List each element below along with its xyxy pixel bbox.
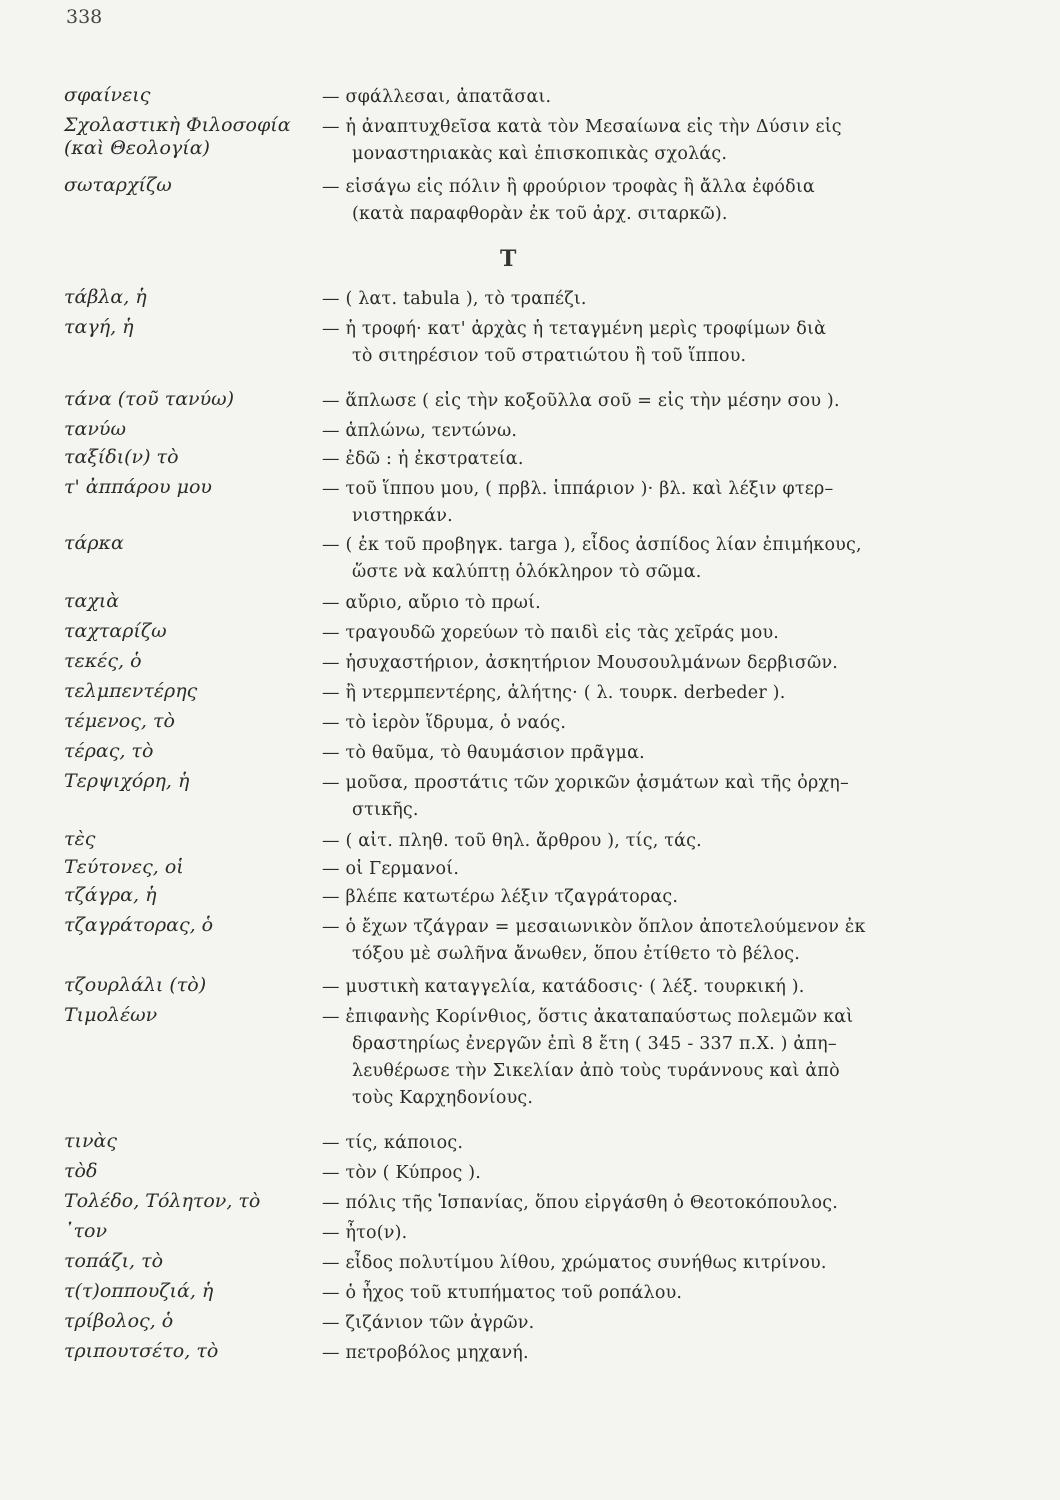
entry-term: ταχιὰ: [64, 590, 120, 612]
entry-term: ταγή, ἡ: [64, 316, 134, 338]
entry-term: Τιμολέων: [64, 1004, 158, 1026]
entry-term: τελμπεντέρης: [64, 680, 198, 702]
entry-definition: [322, 914, 962, 968]
entry-definition: [322, 84, 962, 111]
entry-definition: [322, 590, 962, 617]
definition-line: — ἅπλωσε ( εἰς τὴν κοξοῦλλα σοῦ = εἰς τὴν μέσην σου ).: [322, 391, 840, 411]
entry-term: τέρας, τὸ: [64, 740, 154, 762]
entry-definition: [322, 1340, 962, 1367]
entry-definition: [322, 710, 962, 737]
entry-term: τζάγρα, ἡ: [64, 884, 157, 906]
entry-term: σωταρχίζω: [64, 174, 172, 196]
entry-term: Τεύτονες, οἱ: [64, 856, 184, 878]
definition-line: — ἡσυχαστήριον, ἀσκητήριον Μουσουλμάνων δερβισῶν.: [322, 653, 839, 673]
definition-line: — τὸν ( Κύπρος ).: [322, 1163, 482, 1183]
entry-definition: [322, 1190, 962, 1217]
definition-line: μοναστηριακὰς καὶ ἐπισκοπικὰς σχολάς.: [352, 144, 728, 164]
definition-line: λευθέρωσε τὴν Σικελίαν ἀπὸ τοὺς τυράννους καὶ ἀπὸ: [352, 1061, 840, 1081]
entry-definition: [322, 388, 962, 415]
entry-definition: [322, 1310, 962, 1337]
definition-line: — τὸ θαῦμα, τὸ θαυμάσιον πρᾶγμα.: [322, 743, 645, 763]
entry-term: Τερψιχόρη, ἡ: [64, 770, 190, 792]
definition-line: — μυστικὴ καταγγελία, κατάδοσις· ( λέξ. τουρκική ).: [322, 977, 805, 997]
definition-line: νιστηρκάν.: [352, 506, 453, 526]
definition-line: στικῆς.: [352, 800, 419, 820]
entry-term: τοπάζι, τὸ: [64, 1250, 164, 1272]
entry-definition: [322, 114, 962, 168]
entry-definition: [322, 174, 962, 228]
definition-line: — ἐπιφανὴς Κορίνθιος, ὅστις ἀκαταπαύστως πολεμῶν καὶ: [322, 1007, 854, 1027]
entry-term: τάβλα, ἡ: [64, 286, 147, 308]
entry-term: τάνα (τοῦ τανύω): [64, 388, 235, 410]
entry-definition: [322, 740, 962, 767]
entry-term: ταχταρίζω: [64, 620, 167, 642]
entry-term: ταξίδι(ν) τὸ: [64, 446, 179, 468]
definition-line: — εἰσάγω εἰς πόλιν ἢ φρούριον τροφὰς ἢ ἄλλα ἐφόδια: [322, 177, 815, 197]
page-number: 338: [66, 6, 103, 28]
definition-line: — ὁ ἦχος τοῦ κτυπήματος τοῦ ροπάλου.: [322, 1283, 683, 1303]
definition-line: — ἐδῶ : ἡ ἐκστρατεία.: [322, 449, 524, 469]
definition-line: — ( ἐκ τοῦ προβηγκ. targa ), εἶδος ἀσπίδος λίαν ἐπιμήκους,: [322, 535, 862, 555]
entry-term: τέμενος, τὸ: [64, 710, 175, 732]
entry-definition: [322, 1130, 962, 1157]
entry-term: τανύω: [64, 418, 126, 440]
entry-term: τ' ἀππάρου μου: [64, 476, 212, 498]
entry-term: τ(τ)οππουζιά, ἡ: [64, 1280, 214, 1302]
entry-definition: [322, 1250, 962, 1277]
entry-definition: [322, 316, 962, 370]
definition-line: — τραγουδῶ χορεύων τὸ παιδὶ εἰς τὰς χεῖράς μου.: [322, 623, 780, 643]
entry-definition: [322, 856, 962, 883]
definition-line: — ἁπλώνω, τεντώνω.: [322, 421, 518, 441]
definition-line: τὸ σιτηρέσιον τοῦ στρατιώτου ἢ τοῦ ἵππου.: [352, 346, 747, 366]
entry-term: τρίβολος, ὁ: [64, 1310, 174, 1332]
entry-definition: [322, 418, 962, 445]
entry-term: σφαίνεις: [64, 84, 151, 106]
entry-definition: [322, 1280, 962, 1307]
entry-term: τεκές, ὁ: [64, 650, 142, 672]
entry-definition: [322, 1160, 962, 1187]
definition-line: — πόλις τῆς Ἱσπανίας, ὅπου εἰργάσθη ὁ Θεοτοκόπουλος.: [322, 1193, 839, 1213]
definition-line: — αὔριο, αὔριο τὸ πρωί.: [322, 593, 541, 613]
definition-line: — τὸ ἱερὸν ἵδρυμα, ὁ ναός.: [322, 713, 567, 733]
entry-definition: [322, 828, 962, 855]
definition-line: — τοῦ ἵππου μου, ( πρβλ. ἱππάριον )· βλ. καὶ λέξιν φτερ–: [322, 479, 834, 499]
entry-term: τριπουτσέτο, τὸ: [64, 1340, 219, 1362]
entry-term: τὲς: [64, 828, 96, 850]
entry-definition: [322, 974, 962, 1001]
entry-definition: [322, 1004, 962, 1112]
definition-line: τόξου μὲ σωλῆνα ἄνωθεν, ὅπου ἐτίθετο τὸ βέλος.: [352, 944, 801, 964]
entry-term: τζαγράτορας, ὁ: [64, 914, 214, 936]
definition-line: — ἡ τροφή· κατ' ἀρχὰς ἡ τεταγμένη μερὶς τροφίμων διὰ: [322, 319, 827, 339]
entry-definition: [322, 620, 962, 647]
definition-line: — ( αἰτ. πληθ. τοῦ θηλ. ἄρθρου ), τίς, τάς.: [322, 831, 702, 851]
entry-definition: [322, 650, 962, 677]
entry-definition: [322, 532, 962, 586]
entry-definition: [322, 884, 962, 911]
entry-term: τινὰς: [64, 1130, 117, 1152]
definition-line: — σφάλλεσαι, ἀπατᾶσαι.: [322, 87, 552, 107]
definition-line: — ὁ ἔχων τζάγραν = μεσαιωνικὸν ὅπλον ἀποτελούμενον ἐκ: [322, 917, 866, 937]
entry-definition: [322, 476, 962, 530]
entry-definition: [322, 770, 962, 824]
entry-term: Τολέδο, Τόλητον, τὸ: [64, 1190, 261, 1212]
definition-line: — ( λατ. tabula ), τὸ τραπέζι.: [322, 289, 587, 309]
definition-line: τοὺς Καρχηδονίους.: [352, 1088, 534, 1108]
definition-line: — βλέπε κατωτέρω λέξιν τζαγράτορας.: [322, 887, 679, 907]
entry-definition: [322, 680, 962, 707]
definition-line: — τίς, κάποιος.: [322, 1133, 464, 1153]
entry-definition: [322, 446, 962, 473]
entry-definition: [322, 286, 962, 313]
definition-line: — ζιζάνιον τῶν ἀγρῶν.: [322, 1313, 535, 1333]
definition-line: — ἡ ἀναπτυχθεῖσα κατὰ τὸν Μεσαίωνα εἰς τὴν Δύσιν εἰς: [322, 117, 842, 137]
definition-line: — μοῦσα, προστάτις τῶν χορικῶν ᾀσμάτων καὶ τῆς ὀρχη–: [322, 773, 849, 793]
entry-term: τὸδ: [64, 1160, 98, 1182]
definition-line: — πετροβόλος μηχανή.: [322, 1343, 529, 1363]
entry-term: τζουρλάλι (τὸ): [64, 974, 207, 996]
section-heading-letter: Τ: [500, 246, 517, 272]
entry-term: τάρκα: [64, 532, 124, 554]
entry-term: ᾿τον: [64, 1220, 108, 1242]
definition-line: ὥστε νὰ καλύπτῃ ὁλόκληρον τὸ σῶμα.: [352, 562, 702, 582]
definition-line: — οἱ Γερμανοί.: [322, 859, 460, 879]
definition-line: — εἶδος πολυτίμου λίθου, χρώματος συνήθως κιτρίνου.: [322, 1253, 827, 1273]
definition-line: — ἦτο(ν).: [322, 1223, 408, 1243]
definition-line: — ἢ ντερμπεντέρης, ἀλήτης· ( λ. τουρκ. derbeder ).: [322, 683, 786, 703]
definition-line: δραστηρίως ἐνεργῶν ἐπὶ 8 ἔτη ( 345 - 337 π.Χ. ) ἀπη–: [352, 1034, 837, 1054]
definition-line: (κατὰ παραφθορὰν ἐκ τοῦ ἀρχ. σιταρκῶ).: [352, 204, 728, 224]
entry-term: Σχολαστικὴ Φιλοσοφία (καὶ Θεολογία): [64, 114, 291, 159]
entry-definition: [322, 1220, 962, 1247]
